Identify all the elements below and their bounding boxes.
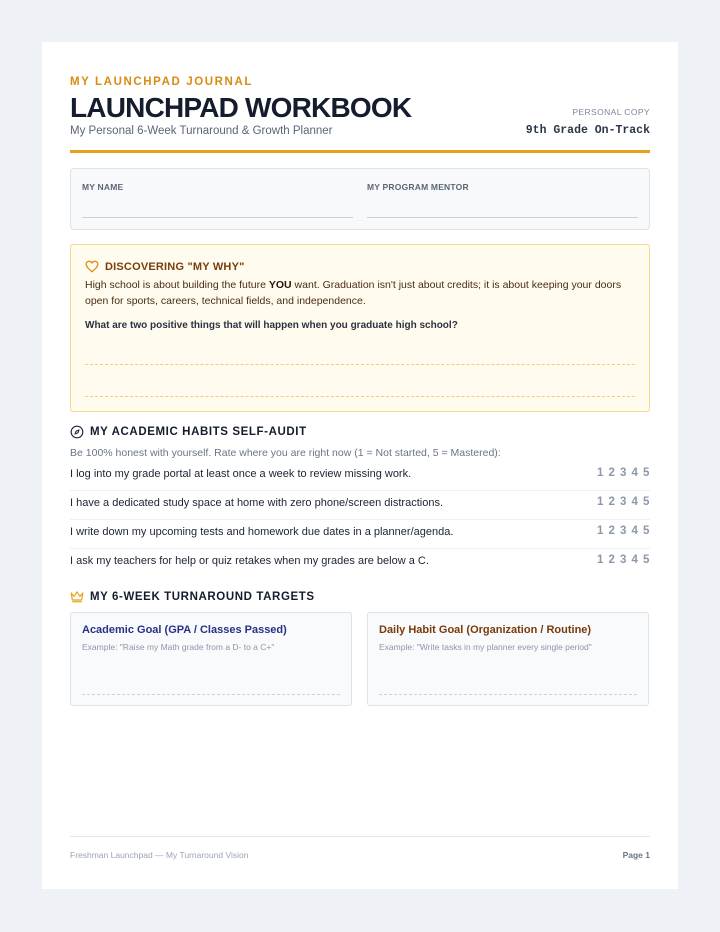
name-box	[70, 168, 650, 230]
rating-scale	[597, 554, 651, 566]
crown-icon	[70, 590, 84, 603]
rating-option-2[interactable]: 2	[608, 554, 615, 566]
name-field[interactable]	[82, 182, 353, 192]
rating-scale	[597, 496, 651, 508]
audit-intro: Be 100% honest with yourself. Rate where you are right now (1 = Not started, 5 = Mastered):	[70, 447, 501, 459]
answer-line-2[interactable]	[85, 396, 635, 397]
rating-option-3[interactable]: 3	[620, 496, 627, 508]
audit-row	[70, 548, 650, 577]
compass-icon	[70, 425, 84, 439]
rating-scale	[597, 467, 651, 479]
rating-option-1[interactable]: 1	[597, 525, 604, 537]
audit-statement: I log into my grade portal at least once a week to review missing work.	[70, 468, 412, 480]
academic-goal-card[interactable]	[70, 612, 352, 706]
name-label: MY NAME	[82, 182, 124, 192]
rating-option-2[interactable]: 2	[608, 496, 615, 508]
rating-option-4[interactable]: 4	[631, 525, 638, 537]
audit-row	[70, 490, 650, 520]
heart-icon	[85, 260, 99, 273]
rating-option-2[interactable]: 2	[608, 525, 615, 537]
page-title: LAUNCHPAD WORKBOOK	[70, 92, 412, 123]
rating-option-5[interactable]: 5	[643, 554, 650, 566]
rating-option-4[interactable]: 4	[631, 467, 638, 479]
habit-goal-example: Example: "Write tasks in my planner every single period"	[379, 642, 592, 652]
audit-statement: I write down my upcoming tests and homework due dates in a planner/agenda.	[70, 526, 454, 538]
page-number: Page 1	[622, 850, 650, 860]
page-subtitle: My Personal 6-Week Turnaround & Growth Planner	[70, 125, 333, 137]
rating-option-3[interactable]: 3	[620, 467, 627, 479]
rating-option-3[interactable]: 3	[620, 554, 627, 566]
mentor-label: MY PROGRAM MENTOR	[367, 182, 469, 192]
rating-option-4[interactable]: 4	[631, 554, 638, 566]
academic-goal-title: Academic Goal (GPA / Classes Passed)	[82, 624, 287, 636]
my-why-question: What are two positive things that will happen when you graduate high school?	[85, 320, 458, 331]
my-why-text: High school is about building the future YOU want. Graduation isn't just about credits; it is about keeping your doors open for sports, careers, technical fields, and independence.	[85, 279, 622, 307]
grade-label: 9th Grade On-Track	[525, 124, 650, 137]
header-divider	[70, 150, 650, 153]
rating-scale	[597, 525, 651, 537]
audit-statement: I have a dedicated study space at home with zero phone/screen distractions.	[70, 497, 443, 509]
personal-copy-label: PERSONAL COPY	[572, 107, 650, 117]
rating-option-2[interactable]: 2	[608, 467, 615, 479]
audit-row	[70, 519, 650, 549]
name-input-line[interactable]	[82, 217, 353, 218]
habit-goal-card[interactable]	[367, 612, 649, 706]
rating-option-1[interactable]: 1	[597, 496, 604, 508]
my-why-title: DISCOVERING "MY WHY"	[105, 260, 245, 273]
my-why-header	[85, 260, 245, 273]
workbook-page	[42, 42, 678, 889]
my-why-box	[70, 244, 650, 412]
audit-row	[70, 461, 650, 491]
rating-option-5[interactable]: 5	[643, 525, 650, 537]
you-emphasis: YOU	[268, 279, 292, 291]
habit-goal-answer-line[interactable]	[379, 694, 637, 695]
academic-goal-example: Example: "Raise my Math grade from a D- to a C+"	[82, 642, 275, 652]
mentor-input-line[interactable]	[367, 217, 638, 218]
footer-divider	[70, 836, 650, 837]
audit-header	[70, 425, 307, 439]
audit-title: MY ACADEMIC HABITS SELF-AUDIT	[90, 426, 307, 438]
answer-line-1[interactable]	[85, 364, 635, 365]
journal-eyebrow: MY LAUNCHPAD JOURNAL	[70, 76, 253, 88]
rating-option-5[interactable]: 5	[643, 467, 650, 479]
rating-option-5[interactable]: 5	[643, 496, 650, 508]
footer-text: Freshman Launchpad — My Turnaround Vision	[70, 850, 249, 860]
rating-option-3[interactable]: 3	[620, 525, 627, 537]
mentor-field[interactable]	[367, 182, 638, 192]
targets-header	[70, 590, 315, 603]
targets-title: MY 6-WEEK TURNAROUND TARGETS	[90, 590, 315, 603]
rating-option-1[interactable]: 1	[597, 554, 604, 566]
audit-statement: I ask my teachers for help or quiz retakes when my grades are below a C.	[70, 555, 429, 567]
habit-goal-title: Daily Habit Goal (Organization / Routine)	[379, 624, 592, 636]
rating-option-1[interactable]: 1	[597, 467, 604, 479]
rating-option-4[interactable]: 4	[631, 496, 638, 508]
academic-goal-answer-line[interactable]	[82, 694, 340, 695]
